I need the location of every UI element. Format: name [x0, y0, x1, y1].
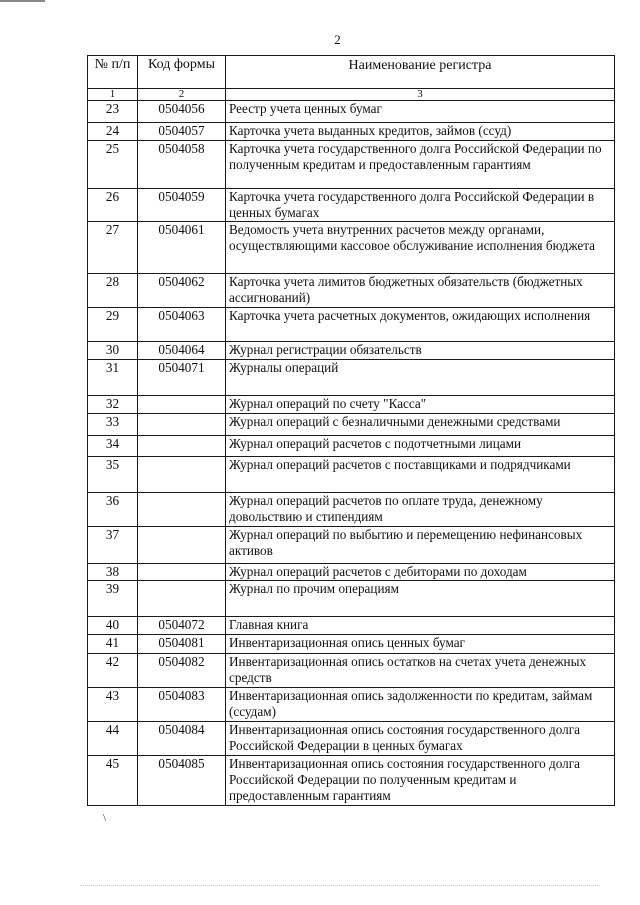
table-row	[88, 654, 615, 688]
table-row	[88, 141, 615, 189]
row-num: 44	[88, 722, 138, 756]
row-num: 40	[88, 617, 138, 635]
row-name: Инвентаризационная опись остатков на счетах учета денежных средств	[226, 654, 615, 688]
row-code: 0504063	[138, 308, 226, 342]
row-name: Журнал операций расчетов с поставщиками и подрядчиками	[226, 457, 615, 493]
row-code: 0504062	[138, 274, 226, 308]
row-code: 0504085	[138, 756, 226, 806]
row-name: Журнал операций расчетов по оплате труда, денежному довольствию и стипендиям	[226, 493, 615, 527]
row-code: 0504083	[138, 688, 226, 722]
row-num: 23	[88, 101, 138, 123]
row-name: Карточка учета выданных кредитов, займов (ссуд)	[226, 123, 615, 141]
row-num: 36	[88, 493, 138, 527]
row-num: 37	[88, 527, 138, 564]
table-row	[88, 360, 615, 396]
table-row	[88, 756, 615, 806]
table-row	[88, 189, 615, 222]
table-row	[88, 635, 615, 654]
row-num: 28	[88, 274, 138, 308]
row-name: Инвентаризационная опись задолженности по кредитам, займам (ссудам)	[226, 688, 615, 722]
column-index-2: 2	[138, 89, 226, 101]
row-code: 0504082	[138, 654, 226, 688]
row-num: 41	[88, 635, 138, 654]
row-code	[138, 457, 226, 493]
row-name: Журнал операций с безналичными денежными средствами	[226, 414, 615, 436]
row-name: Инвентаризационная опись ценных бумаг	[226, 635, 615, 654]
table-row	[88, 342, 615, 360]
row-name: Журнал регистрации обязательств	[226, 342, 615, 360]
table-row	[88, 101, 615, 123]
row-name: Журнал операций расчетов с дебиторами по доходам	[226, 564, 615, 581]
row-code: 0504061	[138, 222, 226, 274]
row-code: 0504084	[138, 722, 226, 756]
row-name: Карточка учета лимитов бюджетных обязательств (бюджетных ассигнований)	[226, 274, 615, 308]
row-num: 30	[88, 342, 138, 360]
page-number: 2	[334, 32, 341, 47]
column-index-1: 1	[88, 89, 138, 101]
table-row	[88, 457, 615, 493]
row-num: 25	[88, 141, 138, 189]
row-code: 0504056	[138, 101, 226, 123]
row-num: 38	[88, 564, 138, 581]
table-row	[88, 493, 615, 527]
row-code: 0504072	[138, 617, 226, 635]
scan-edge-mark	[0, 0, 45, 6]
table-row	[88, 688, 615, 722]
table-row	[88, 564, 615, 581]
margin-mark: \	[103, 812, 107, 824]
row-name: Инвентаризационная опись состояния государственного долга Российской Федерации по полученным кредитам и предоставленным гарантиям	[226, 756, 615, 806]
row-num: 31	[88, 360, 138, 396]
table-row	[88, 722, 615, 756]
row-name: Ведомость учета внутренних расчетов между органами, осуществляющими кассовое обслуживание исполнения бюджета	[226, 222, 615, 274]
table-row	[88, 617, 615, 635]
row-name: Журналы операций	[226, 360, 615, 396]
row-name: Главная книга	[226, 617, 615, 635]
register-table-body	[88, 56, 615, 806]
table-row	[88, 527, 615, 564]
row-num: 27	[88, 222, 138, 274]
row-code: 0504081	[138, 635, 226, 654]
table-row	[88, 274, 615, 308]
table-row	[88, 396, 615, 414]
table-row	[88, 222, 615, 274]
row-code: 0504059	[138, 189, 226, 222]
column-index-row	[88, 89, 615, 101]
row-num: 33	[88, 414, 138, 436]
row-name: Журнал операций по выбытию и перемещению нефинансовых активов	[226, 527, 615, 564]
table-row	[88, 414, 615, 436]
table-row	[88, 123, 615, 141]
row-num: 39	[88, 581, 138, 617]
row-num: 29	[88, 308, 138, 342]
row-code: 0504064	[138, 342, 226, 360]
row-name: Карточка учета расчетных документов, ожидающих исполнения	[226, 308, 615, 342]
table-header-row	[88, 56, 615, 89]
row-code	[138, 414, 226, 436]
row-num: 42	[88, 654, 138, 688]
row-num: 35	[88, 457, 138, 493]
row-num: 45	[88, 756, 138, 806]
row-code	[138, 436, 226, 457]
register-table	[87, 55, 615, 806]
scan-noise	[80, 885, 600, 887]
table-row	[88, 308, 615, 342]
row-num: 43	[88, 688, 138, 722]
row-name: Журнал по прочим операциям	[226, 581, 615, 617]
row-code: 0504057	[138, 123, 226, 141]
row-code	[138, 493, 226, 527]
row-code	[138, 564, 226, 581]
table-row	[88, 436, 615, 457]
row-code: 0504058	[138, 141, 226, 189]
header-num: № п/п	[88, 56, 138, 89]
row-name: Карточка учета государственного долга Российской Федерации по полученным кредитам и предоставленным гарантиям	[226, 141, 615, 189]
row-num: 34	[88, 436, 138, 457]
row-code	[138, 527, 226, 564]
row-name: Карточка учета государственного долга Российской Федерации в ценных бумагах	[226, 189, 615, 222]
row-code	[138, 581, 226, 617]
row-code: 0504071	[138, 360, 226, 396]
row-name: Журнал операций расчетов с подотчетными лицами	[226, 436, 615, 457]
row-code	[138, 396, 226, 414]
row-num: 24	[88, 123, 138, 141]
row-num: 26	[88, 189, 138, 222]
table-row	[88, 581, 615, 617]
header-code: Код формы	[138, 56, 226, 89]
row-name: Инвентаризационная опись состояния государственного долга Российской Федерации в ценных бумагах	[226, 722, 615, 756]
header-name: Наименование регистра	[226, 56, 615, 89]
column-index-3: 3	[226, 89, 615, 101]
row-name: Реестр учета ценных бумаг	[226, 101, 615, 123]
row-num: 32	[88, 396, 138, 414]
row-name: Журнал операций по счету "Касса"	[226, 396, 615, 414]
